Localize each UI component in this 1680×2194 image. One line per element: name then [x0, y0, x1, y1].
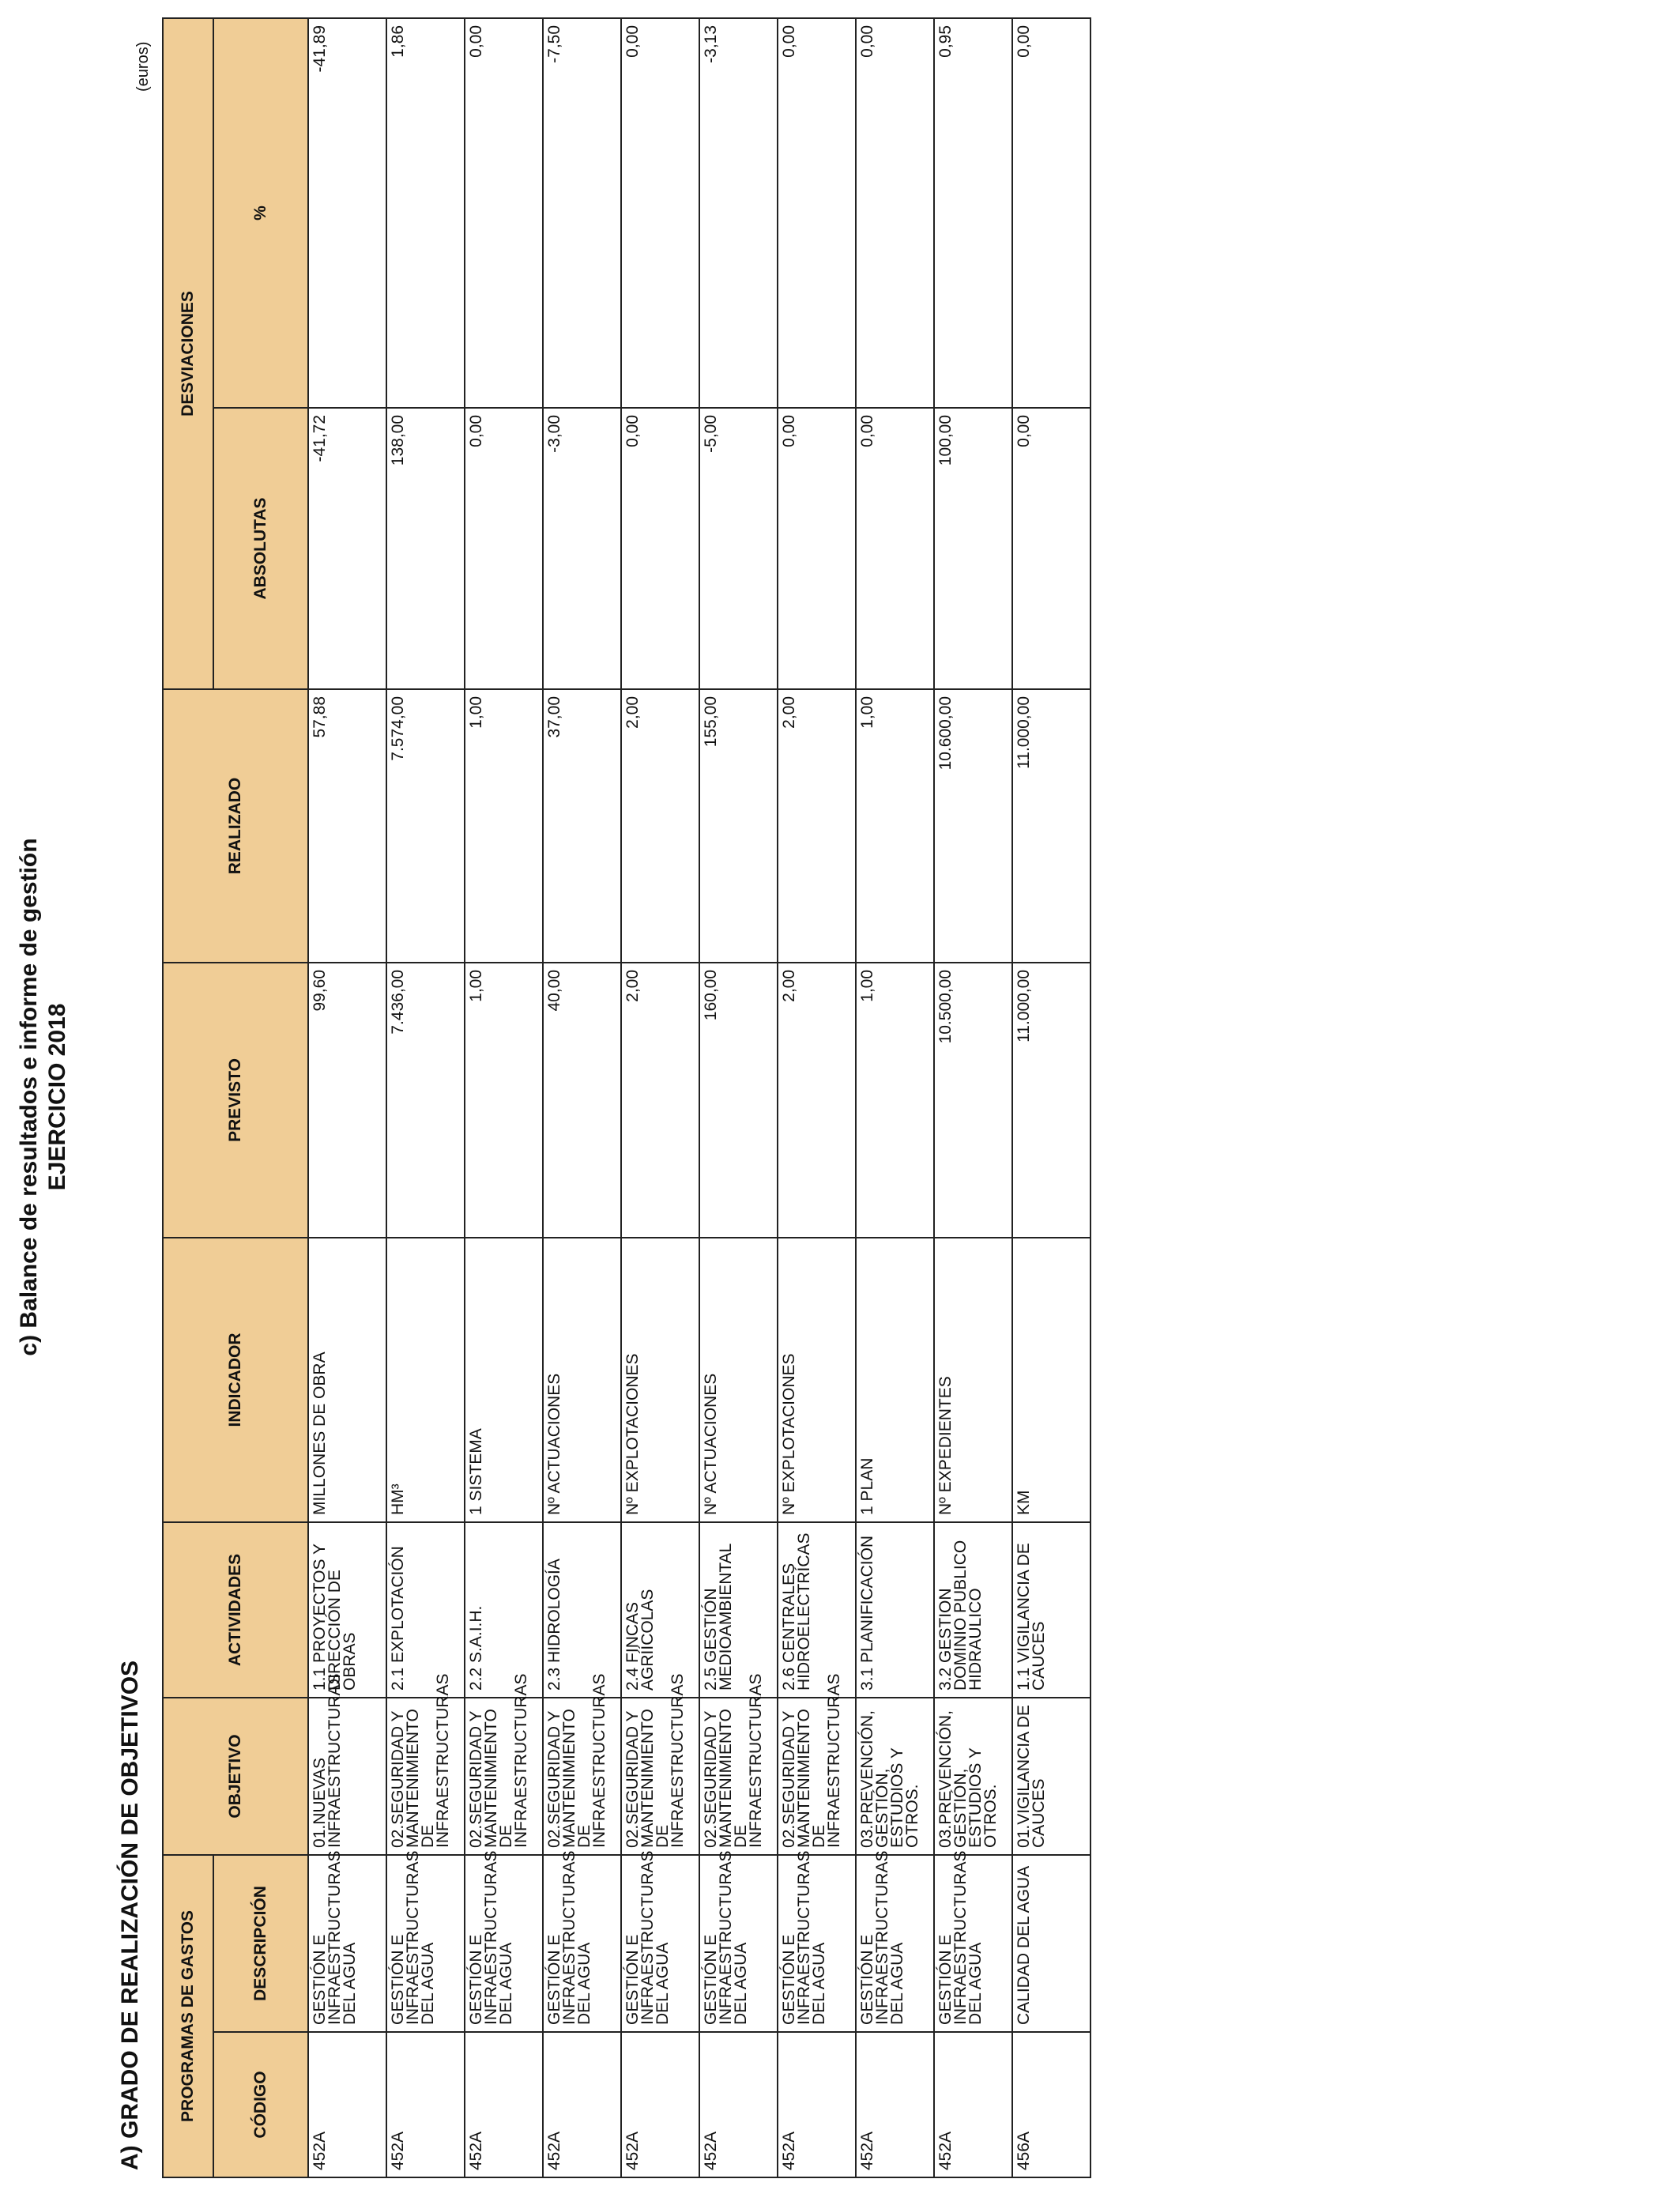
cell-absolutas: 0,00: [465, 408, 543, 689]
cell-previsto: 160,00: [699, 963, 778, 1238]
header-programas: PROGRAMAS DE GASTOS: [163, 1855, 213, 2177]
table-header: [163, 18, 308, 2177]
cell-descripcion: GESTIÓN E INFRAESTRUCTURAS DEL AGUA: [621, 1855, 699, 2032]
cell-indicador: Nº EXPLOTACIONES: [778, 1238, 856, 1522]
cell-realizado: 1,00: [856, 689, 934, 963]
cell-codigo: 456A: [1012, 2032, 1090, 2177]
cell-codigo: 452A: [465, 2032, 543, 2177]
cell-objetivo: 03.PREVENCIÓN, GESTIÓN, ESTUDIOS Y OTROS.: [856, 1698, 934, 1855]
cell-descripcion: GESTIÓN E INFRAESTRUCTURAS DEL AGUA: [308, 1855, 386, 2032]
cell-descripcion: GESTIÓN E INFRAESTRUCTURAS DEL AGUA: [778, 1855, 856, 2032]
cell-objetivo: 02.SEGURIDAD Y MANTENIMIENTO DE INFRAESTRUCTURAS: [543, 1698, 621, 1855]
cell-realizado: 2,00: [621, 689, 699, 963]
cell-previsto: 40,00: [543, 963, 621, 1238]
table-row: [699, 18, 778, 2177]
cell-absolutas: -5,00: [699, 408, 778, 689]
cell-realizado: 37,00: [543, 689, 621, 963]
cell-previsto: 2,00: [621, 963, 699, 1238]
cell-codigo: 452A: [934, 2032, 1012, 2177]
cell-absolutas: -3,00: [543, 408, 621, 689]
cell-descripcion: GESTIÓN E INFRAESTRUCTURAS DEL AGUA: [934, 1855, 1012, 2032]
cell-indicador: HM³: [386, 1238, 465, 1522]
header-codigo: CÓDIGO: [213, 2032, 308, 2177]
cell-previsto: 1,00: [465, 963, 543, 1238]
table-row: [386, 18, 465, 2177]
cell-codigo: 452A: [778, 2032, 856, 2177]
header-desviaciones: DESVIACIONES: [163, 18, 213, 689]
header-actividades: ACTIVIDADES: [163, 1522, 308, 1698]
cell-descripcion: GESTIÓN E INFRAESTRUCTURAS DEL AGUA: [386, 1855, 465, 2032]
cell-porcentaje: 0,00: [856, 18, 934, 408]
cell-absolutas: -41,72: [308, 408, 386, 689]
cell-indicador: 1 PLAN: [856, 1238, 934, 1522]
cell-realizado: 2,00: [778, 689, 856, 963]
fiscal-year-subtitle: EJERCICIO 2018: [44, 1003, 70, 1191]
cell-objetivo: 01.VIGILANCIA DE CAUCES: [1012, 1698, 1090, 1855]
cell-indicador: Nº ACTUACIONES: [699, 1238, 778, 1522]
cell-objetivo: 02.SEGURIDAD Y MANTENIMIENTO DE INFRAESTRUCTURAS: [465, 1698, 543, 1855]
cell-indicador: MILLONES DE OBRA: [308, 1238, 386, 1522]
cell-previsto: 2,00: [778, 963, 856, 1238]
cell-actividades: 2.3 HIDROLOGÍA: [543, 1522, 621, 1698]
cell-realizado: 155,00: [699, 689, 778, 963]
cell-porcentaje: 0,00: [621, 18, 699, 408]
table-row: [308, 18, 386, 2177]
cell-absolutas: 100,00: [934, 408, 1012, 689]
table-row: [543, 18, 621, 2177]
cell-descripcion: CALIDAD DEL AGUA: [1012, 1855, 1090, 2032]
cell-realizado: 7.574,00: [386, 689, 465, 963]
cell-realizado: 1,00: [465, 689, 543, 963]
cell-codigo: 452A: [308, 2032, 386, 2177]
cell-objetivo: 03.PREVENCIÓN, GESTIÓN, ESTUDIOS Y OTROS.: [934, 1698, 1012, 1855]
cell-indicador: 1 SISTEMA: [465, 1238, 543, 1522]
cell-actividades: 3.1 PLANIFICACIÓN: [856, 1522, 934, 1698]
cell-porcentaje: 1,86: [386, 18, 465, 408]
cell-porcentaje: -41,89: [308, 18, 386, 408]
header-descripcion: DESCRIPCIÓN: [213, 1855, 308, 2032]
document-title: c) Balance de resultados e informe de gestión: [16, 838, 42, 1356]
cell-previsto: 7.436,00: [386, 963, 465, 1238]
cell-previsto: 10.500,00: [934, 963, 1012, 1238]
cell-previsto: 99,60: [308, 963, 386, 1238]
cell-actividades: 2.6 CENTRALES HIDROELECTRÍCAS: [778, 1522, 856, 1698]
header-absolutas: ABSOLUTAS: [213, 408, 308, 689]
table-body: [308, 18, 1090, 2177]
cell-objetivo: 02.SEGURIDAD Y MANTENIMIENTO DE INFRAESTRUCTURAS: [621, 1698, 699, 1855]
cell-indicador: KM: [1012, 1238, 1090, 1522]
cell-indicador: Nº EXPLOTACIONES: [621, 1238, 699, 1522]
cell-previsto: 1,00: [856, 963, 934, 1238]
table-row: [465, 18, 543, 2177]
cell-objetivo: 02.SEGURIDAD Y MANTENIMIENTO DE INFRAESTRUCTURAS: [778, 1698, 856, 1855]
cell-descripcion: GESTIÓN E INFRAESTRUCTURAS DEL AGUA: [465, 1855, 543, 2032]
table-row: [934, 18, 1012, 2177]
cell-porcentaje: 0,00: [1012, 18, 1090, 408]
cell-actividades: 1.1 VIGILANCIA DE CAUCES: [1012, 1522, 1090, 1698]
table-row: [778, 18, 856, 2177]
cell-indicador: Nº ACTUACIONES: [543, 1238, 621, 1522]
cell-actividades: 2.4 FINCAS AGRÍÍCOLAS: [621, 1522, 699, 1698]
cell-absolutas: 0,00: [778, 408, 856, 689]
header-group-row: [163, 18, 213, 2177]
cell-realizado: 10.600,00: [934, 689, 1012, 963]
cell-indicador: Nº EXPEDIENTES: [934, 1238, 1012, 1522]
table-row: [1012, 18, 1090, 2177]
header-porcentaje: %: [213, 18, 308, 408]
cell-codigo: 452A: [621, 2032, 699, 2177]
cell-absolutas: 0,00: [1012, 408, 1090, 689]
cell-objetivo: 02.SEGURIDAD Y MANTENIMIENTO DE INFRAESTRUCTURAS: [386, 1698, 465, 1855]
cell-codigo: 452A: [543, 2032, 621, 2177]
objectives-table: [162, 17, 1091, 2178]
cell-codigo: 452A: [386, 2032, 465, 2177]
cell-actividades: 2.2 S.A.I.H.: [465, 1522, 543, 1698]
cell-descripcion: GESTIÓN E INFRAESTRUCTURAS DEL AGUA: [856, 1855, 934, 2032]
header-realizado: REALIZADO: [163, 689, 308, 963]
cell-actividades: 2.1 EXPLOTACIÓN: [386, 1522, 465, 1698]
header-indicador: INDICADOR: [163, 1238, 308, 1522]
cell-absolutas: 0,00: [856, 408, 934, 689]
cell-realizado: 57,88: [308, 689, 386, 963]
cell-previsto: 11.000,00: [1012, 963, 1090, 1238]
cell-porcentaje: -7,50: [543, 18, 621, 408]
cell-objetivo: 01.NUEVAS INFRAESTRUCTURAS: [308, 1698, 386, 1855]
cell-actividades: 1.1 PROYECTOS Y DIRECCIÓN DE OBRAS: [308, 1522, 386, 1698]
cell-porcentaje: -3,13: [699, 18, 778, 408]
cell-actividades: 3.2 GESTION DOMINIO PUBLICO HIDRAULICO: [934, 1522, 1012, 1698]
table-row: [621, 18, 699, 2177]
cell-porcentaje: 0,00: [778, 18, 856, 408]
cell-actividades: 2.5 GESTIÓN MEDIOAMBIENTAL: [699, 1522, 778, 1698]
cell-codigo: 452A: [856, 2032, 934, 2177]
cell-descripcion: GESTIÓN E INFRAESTRUCTURAS DEL AGUA: [699, 1855, 778, 2032]
header-previsto: PREVISTO: [163, 963, 308, 1238]
units-label: (euros): [134, 41, 152, 92]
cell-descripcion: GESTIÓN E INFRAESTRUCTURAS DEL AGUA: [543, 1855, 621, 2032]
cell-absolutas: 138,00: [386, 408, 465, 689]
cell-porcentaje: 0,00: [465, 18, 543, 408]
section-heading: A) GRADO DE REALIZACIÓN DE OBJETIVOS: [117, 1660, 143, 2170]
cell-realizado: 11.000,00: [1012, 689, 1090, 963]
cell-codigo: 452A: [699, 2032, 778, 2177]
cell-porcentaje: 0,95: [934, 18, 1012, 408]
cell-absolutas: 0,00: [621, 408, 699, 689]
cell-objetivo: 02.SEGURIDAD Y MANTENIMIENTO DE INFRAESTRUCTURAS: [699, 1698, 778, 1855]
header-objetivo: OBJETIVO: [163, 1698, 308, 1855]
table-row: [856, 18, 934, 2177]
